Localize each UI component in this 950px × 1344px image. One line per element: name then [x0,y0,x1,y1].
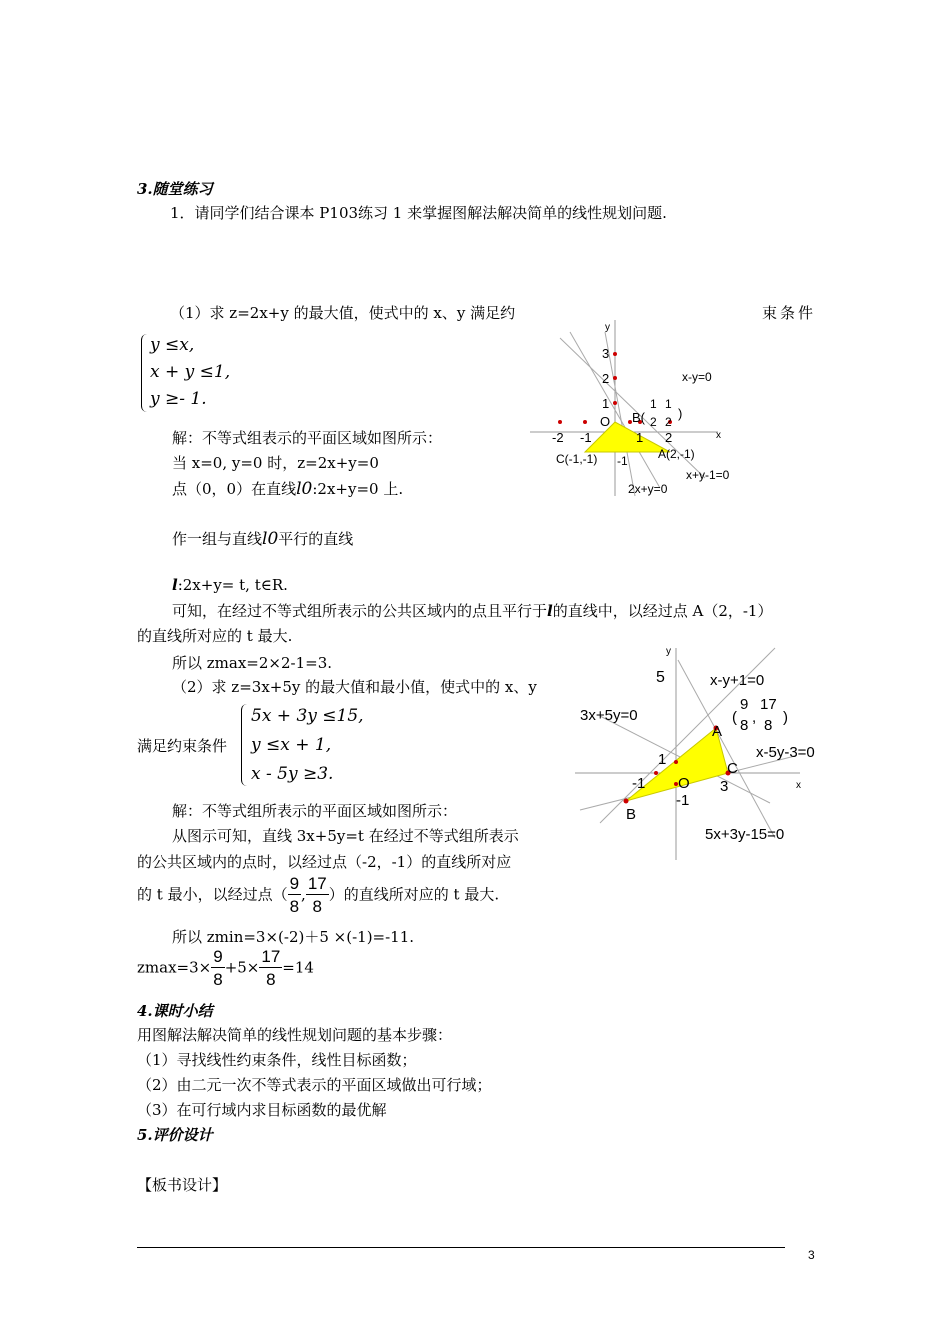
summary-line: 用图解法解决简单的线性规划问题的基本步骤： [137,1026,453,1044]
line-l0: l0 [296,479,313,499]
fig1-label: -1 [617,454,628,468]
section-3-intro: 1．请同学们结合课本 P103练习 1 来掌握图解法解决简单的线性规划问题. [170,204,667,222]
fig1-label: A(2,-1) [658,447,695,461]
fig1-label: O [600,414,611,429]
tick-dot [613,352,617,356]
p2-constraint-1: 5x + 3y ≤15, [251,706,364,726]
fig2-label: y [666,646,671,657]
fig2-label: x-5y-3=0 [756,744,815,761]
p1-constraint-1: y ≤x, [150,335,195,355]
fraction-9-8: $\frac{9}{8}$ [213,947,223,989]
fig2-label: ) [783,709,788,726]
fig1-label: 2 [665,415,672,429]
section-5-heading: 5.评价设计 [137,1126,213,1144]
problem-1-title-tail: 束条件 [762,304,817,322]
fig2-label: x [796,780,801,791]
tick-dot [674,760,678,764]
problem-2-title: （2）求 z=3x+5y 的最大值和最小值，使式中的 x、y [172,678,537,696]
fig2-label: 5 [656,669,665,686]
fig2-label: 9 [740,696,749,713]
fig1-label: 3 [602,346,610,361]
p1-solution-6: 可知，在经过不等式组所表示的公共区域内的点且平行于l的直线中，以经过点 A（2，-1） [172,602,773,620]
fraction-17-8: $\frac{17}{8}$ [307,874,327,916]
fig2-label: 1 [658,751,667,768]
fig1-label: -2 [552,430,564,445]
fig1-label: B( [632,410,645,425]
fig1-label: x [716,430,721,441]
fig1-label: y [605,322,610,333]
fig2-label: C [727,760,738,777]
problem-1-title: （1）求 z=2x+y 的最大值，使式中的 x、y 满足约 [170,304,516,322]
tick-dot [613,401,617,405]
p1-solution-1: 解：不等式组表示的平面区域如图所示： [172,429,443,447]
p1-constraint-3: y ≥- 1. [150,389,207,409]
constraint-brace-1 [141,334,148,412]
p2-solution-4: 的 t 最小，以经过点（ $\frac{9}{8}$ , $\frac{17}{8}$ ）的直线所对应的 t 最大. [137,874,500,916]
tick-dot [583,420,587,424]
fig1-label: C(-1,-1) [556,452,598,466]
p1-solution-5: l:2x+y= t, t∈R. [172,576,288,594]
fraction-17-8: $\frac{17}{8}$ [261,947,281,989]
summary-line: （3）在可行域内求目标函数的最优解 [137,1101,387,1119]
summary-line: （1）寻找线性约束条件，线性目标函数； [137,1051,417,1069]
fig2-label: 3 [720,778,729,795]
p2-solution-1: 解：不等式组所表示的平面区域如图所示： [172,802,458,820]
fig2-label: ( [732,709,737,726]
tick-dot [613,376,617,380]
fig1-label: 1 [602,396,610,411]
fig1-label: 2 [665,430,673,445]
board-design-label: 【板书设计】 [137,1176,228,1194]
p2-solution-5: 所以 zmin=3×(-2)＋5 ×(-1)=-11. [172,928,415,946]
fig1-label: x+y-1=0 [686,468,730,482]
fig2-label: x-y+1=0 [710,672,765,689]
tick-dot [654,771,658,775]
figure-2-feasible-region [570,638,830,866]
p2-constraint-3: x - 5y ≥3. [251,764,334,784]
page-number: 3 [808,1248,815,1262]
fig2-label: O [678,775,690,792]
fig2-label: -1 [676,792,690,809]
fig1-label: x-y=0 [682,370,712,384]
footer-rule [137,1247,785,1248]
fig1-label: 1 [650,397,657,411]
fig2-label: 8 [740,717,749,734]
section-3-heading: 3.随堂练习 [137,180,213,198]
p2-lead: 满足约束条件 [137,737,228,755]
p1-solution-4: 作一组与直线l0平行的直线 [172,529,354,549]
fig2-label: B [626,806,637,823]
fig1-label: 1 [665,397,672,411]
fig2-label: 8 [764,717,773,734]
p1-solution-7: 的直线所对应的 t 最大. [137,627,293,645]
summary-line: （2）由二元一次不等式表示的平面区域做出可行域； [137,1076,492,1094]
fig1-label: 2 [602,371,610,386]
section-4-heading: 4.课时小结 [137,1002,213,1020]
fig2-label: , [752,709,757,726]
constraint-brace-2 [241,704,248,786]
fig2-label: 5x+3y-15=0 [705,826,785,843]
fig1-label: ) [678,406,683,421]
vertex-B [624,799,629,804]
tick-dot [558,420,562,424]
fraction-9-8: $\frac{9}{8}$ [289,874,300,916]
fig2-label: -1 [632,775,646,792]
p1-solution-3: 点（0，0）在直线l0:2x+y=0 上. [172,479,404,499]
line-l0: l0 [262,529,279,549]
p2-solution-2: 从图示可知，直线 3x+5y=t 在经过不等式组所表示 [172,827,519,845]
fig1-label: 2x+y=0 [628,482,668,496]
fig2-label: 17 [760,696,777,713]
p1-solution-8: 所以 zmax=2×2-1=3. [172,654,333,672]
fig1-label: 2 [650,415,657,429]
p2-solution-6: zmax=3× $\frac{9}{8}$ +5× $\frac{17}{8}$ =14 [137,947,314,989]
figure-1-feasible-region [530,318,750,498]
p1-constraint-2: x + y ≤1, [150,362,231,382]
fig2-label: A [712,723,723,740]
fig1-label: 1 [636,430,644,445]
p1-solution-2: 当 x=0, y=0 时，z=2x+y=0 [172,454,379,472]
p2-solution-3: 的公共区域内的点时，以经过点（-2，-1）的直线所对应 [137,853,512,871]
p2-constraint-2: y ≤x + 1, [251,735,332,755]
fig1-label: -1 [580,430,592,445]
fig2-label: 3x+5y=0 [580,707,638,724]
